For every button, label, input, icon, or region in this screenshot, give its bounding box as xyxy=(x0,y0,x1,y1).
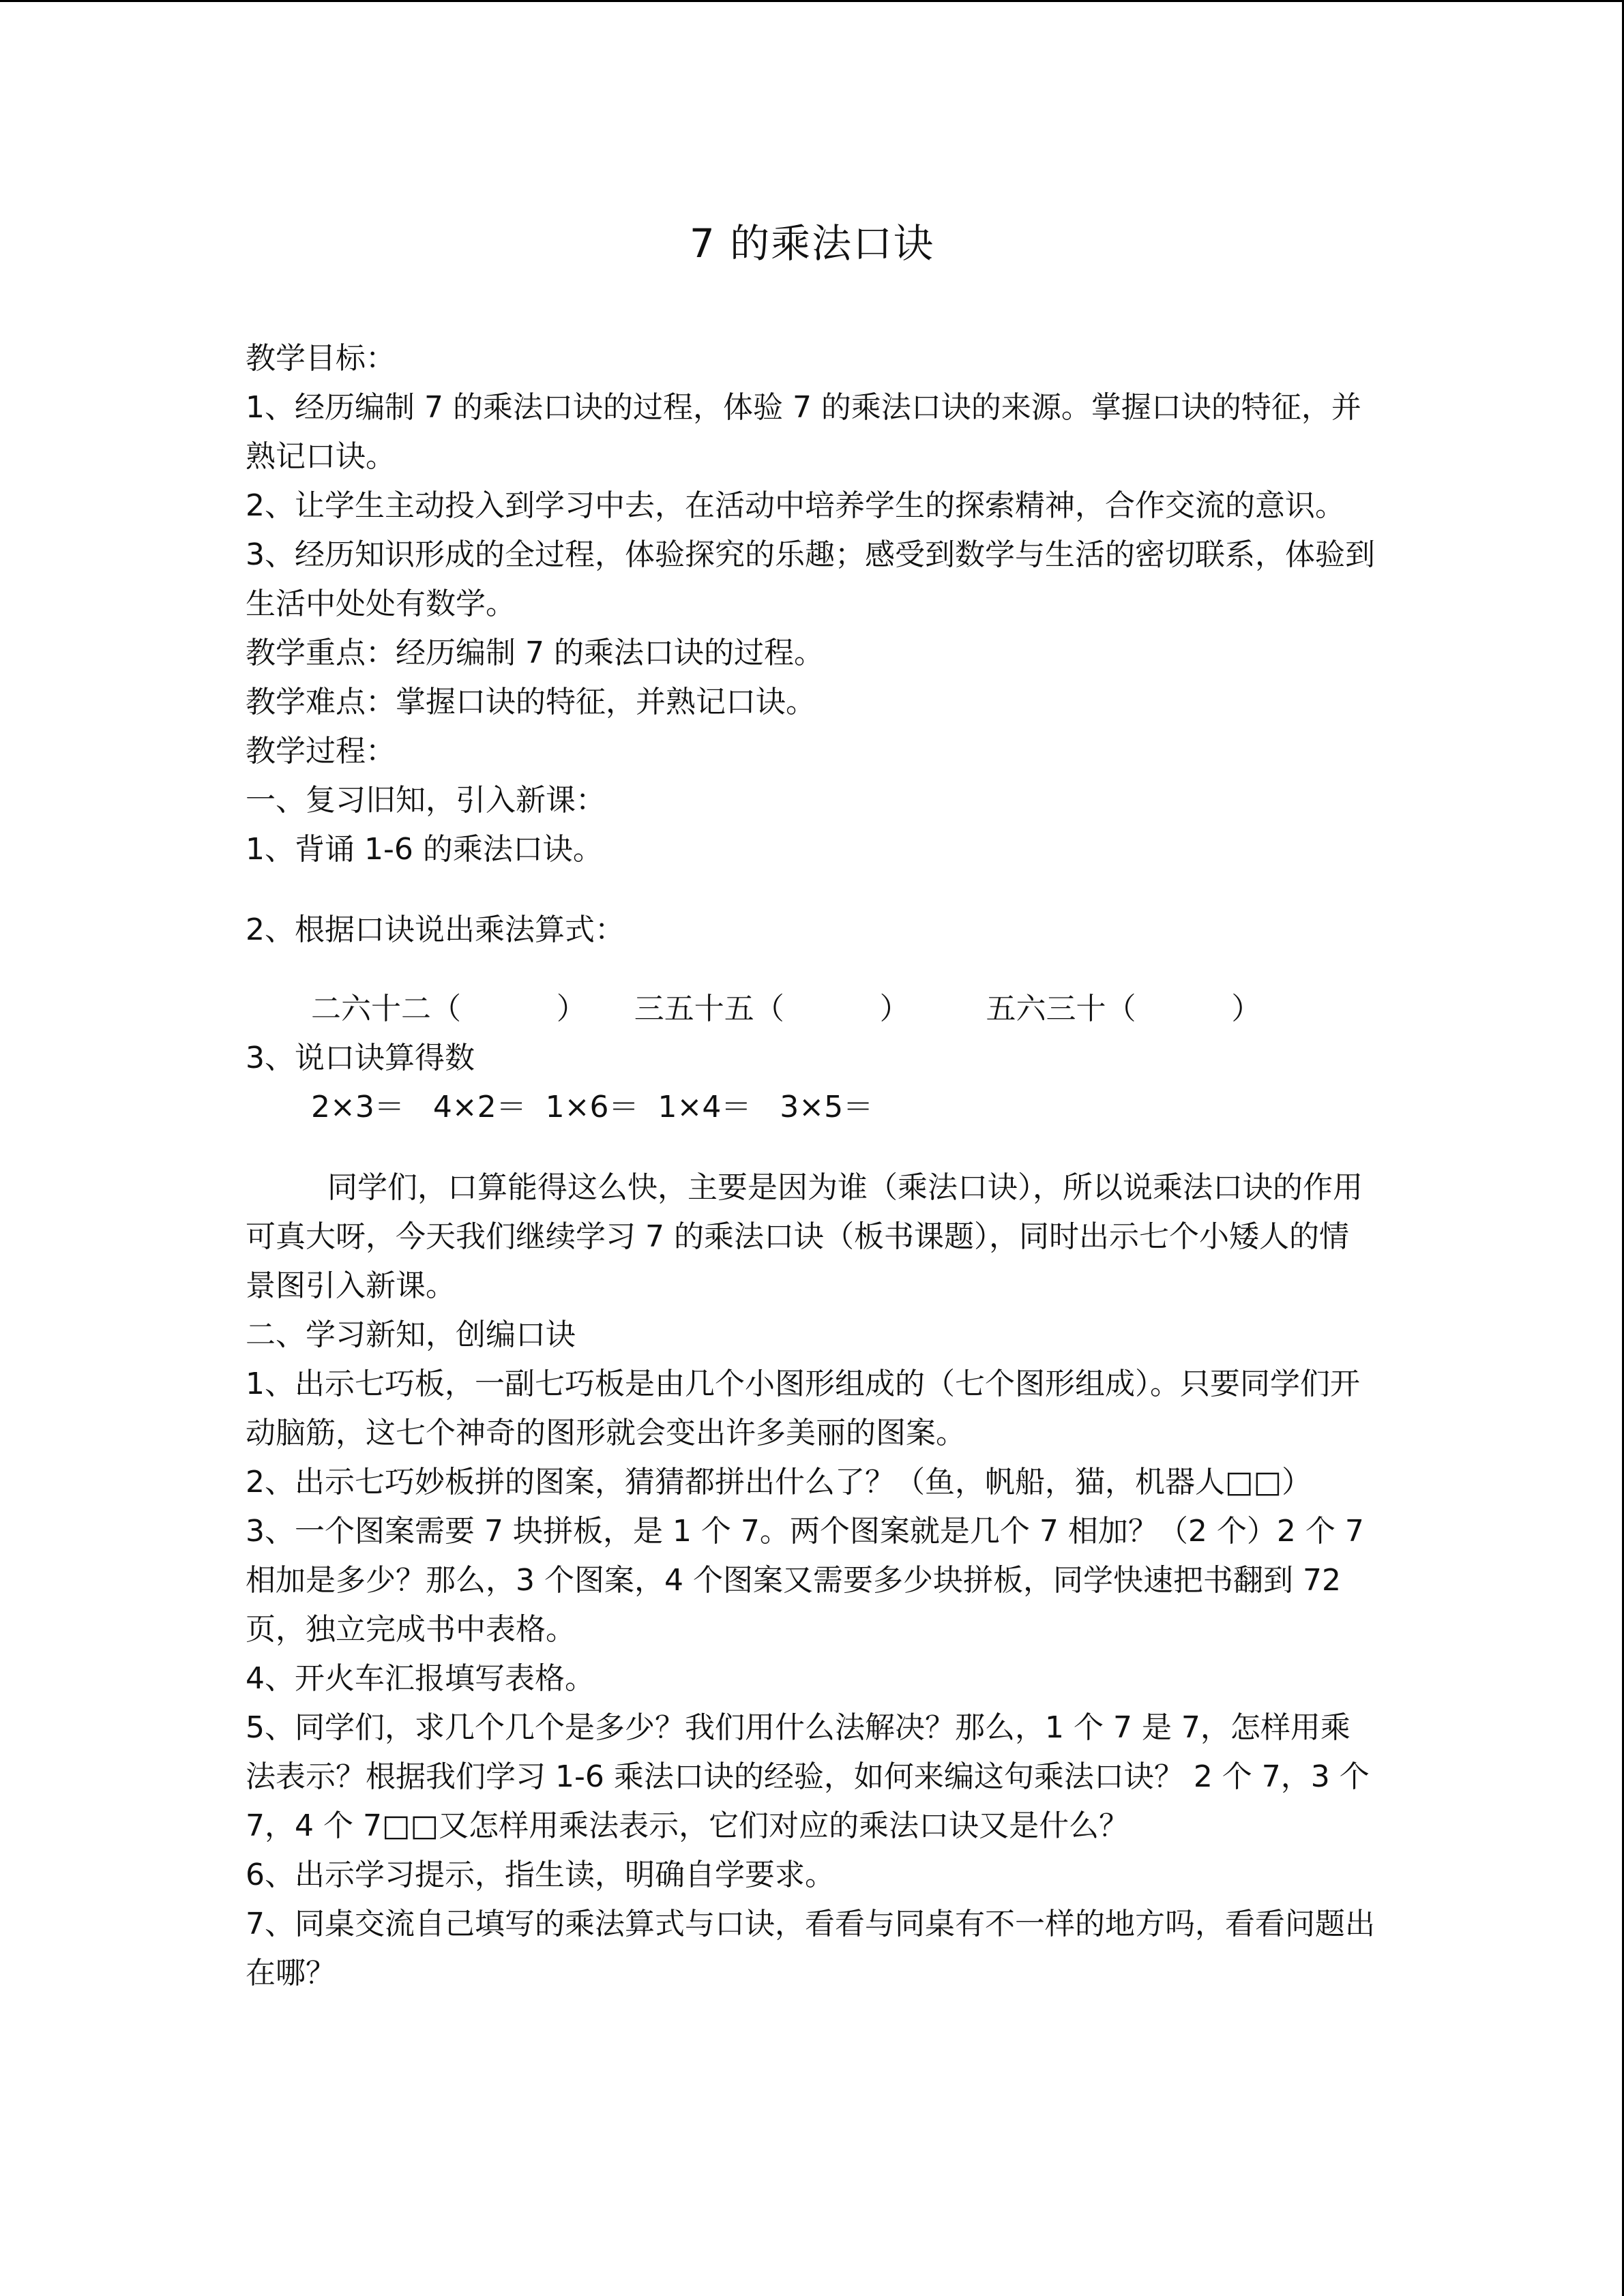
new-step-1: 1、出示七巧板，一副七巧板是由几个小图形组成的（七个图形组成）。只要同学们开动脑筋，这七个神奇的图形就会变出许多美丽的图案。 xyxy=(246,1367,1360,1450)
new-step-4: 4、开火车汇报填写表格。 xyxy=(246,1661,595,1696)
teaching-difficulty: 教学难点：掌握口诀的特征，并熟记口诀。 xyxy=(246,685,816,719)
teaching-focus: 教学重点：经历编制 7 的乘法口诀的过程。 xyxy=(246,636,824,670)
review-step-3: 3、说口诀算得数 xyxy=(246,1041,475,1075)
objective-1: 1、经历编制 7 的乘法口诀的过程，体验 7 的乘法口诀的来源。掌握口诀的特征，并熟记口诀。 xyxy=(246,390,1361,474)
document-body xyxy=(246,334,1378,1998)
objective-3: 3、经历知识形成的全过程，体验探究的乐趣；感受到数学与生活的密切联系，体验到生活中处处有数学。 xyxy=(246,537,1375,621)
part-one-heading: 一、复习旧知，引入新课： xyxy=(246,783,606,818)
part-two-heading: 二、学习新知，创编口诀 xyxy=(246,1317,576,1352)
calculation-row: 2×3＝ 4×2＝ 1×6＝ 1×4＝ 3×5＝ xyxy=(311,1090,874,1124)
review-step-1: 1、背诵 1-6 的乘法口诀。 xyxy=(246,832,603,867)
section-heading-objectives: 教学目标： xyxy=(246,341,396,376)
review-step-2: 2、根据口诀说出乘法算式： xyxy=(246,912,625,947)
new-step-6: 6、出示学习提示，指生读，明确自学要求。 xyxy=(246,1858,835,1892)
new-step-7: 7、同桌交流自己填写的乘法算式与口诀，看看与同桌有不一样的地方吗，看看问题出在哪？ xyxy=(246,1907,1375,1991)
oral-formula-row: 二六十二（ ） 三五十五（ ） 五六三十（ ） xyxy=(311,992,1262,1026)
page-border-top xyxy=(0,0,1624,2)
section-heading-process: 教学过程： xyxy=(246,734,396,769)
new-step-2: 2、出示七巧妙板拼的图案，猜猜都拼出什么了？（鱼，帆船，猫，机器人□□） xyxy=(246,1465,1312,1500)
document-title: 7 的乘法口诀 xyxy=(689,220,935,267)
objective-2: 2、让学生主动投入到学习中去，在活动中培养学生的探索精神，合作交流的意识。 xyxy=(246,488,1345,523)
new-step-5: 5、同学们，求几个几个是多少？我们用什么法解决？那么，1 个 7 是 7，怎样用乘法表示？根据我们学习 1-6 乘法口诀的经验，如何来编这句乘法口诀？ 2 个 7，3 个 7，4 个 7□□又怎样用乘法表示，它们对应的乘法口诀又是什么？ xyxy=(246,1710,1370,1843)
new-step-3: 3、一个图案需要 7 块拼板，是 1 个 7。两个图案就是几个 7 相加？（2 个）2 个 7 相加是多少？那么，3 个图案，4 个图案又需要多少块拼板，同学快速把书翻到 72 页，独立完成书中表格。 xyxy=(246,1514,1364,1647)
intro-paragraph: 同学们，口算能得这么快，主要是因为谁（乘法口诀），所以说乘法口诀的作用可真大呀，今天我们继续学习 7 的乘法口诀（板书课题），同时出示七个小矮人的情景图引入新课。 xyxy=(246,1170,1363,1303)
